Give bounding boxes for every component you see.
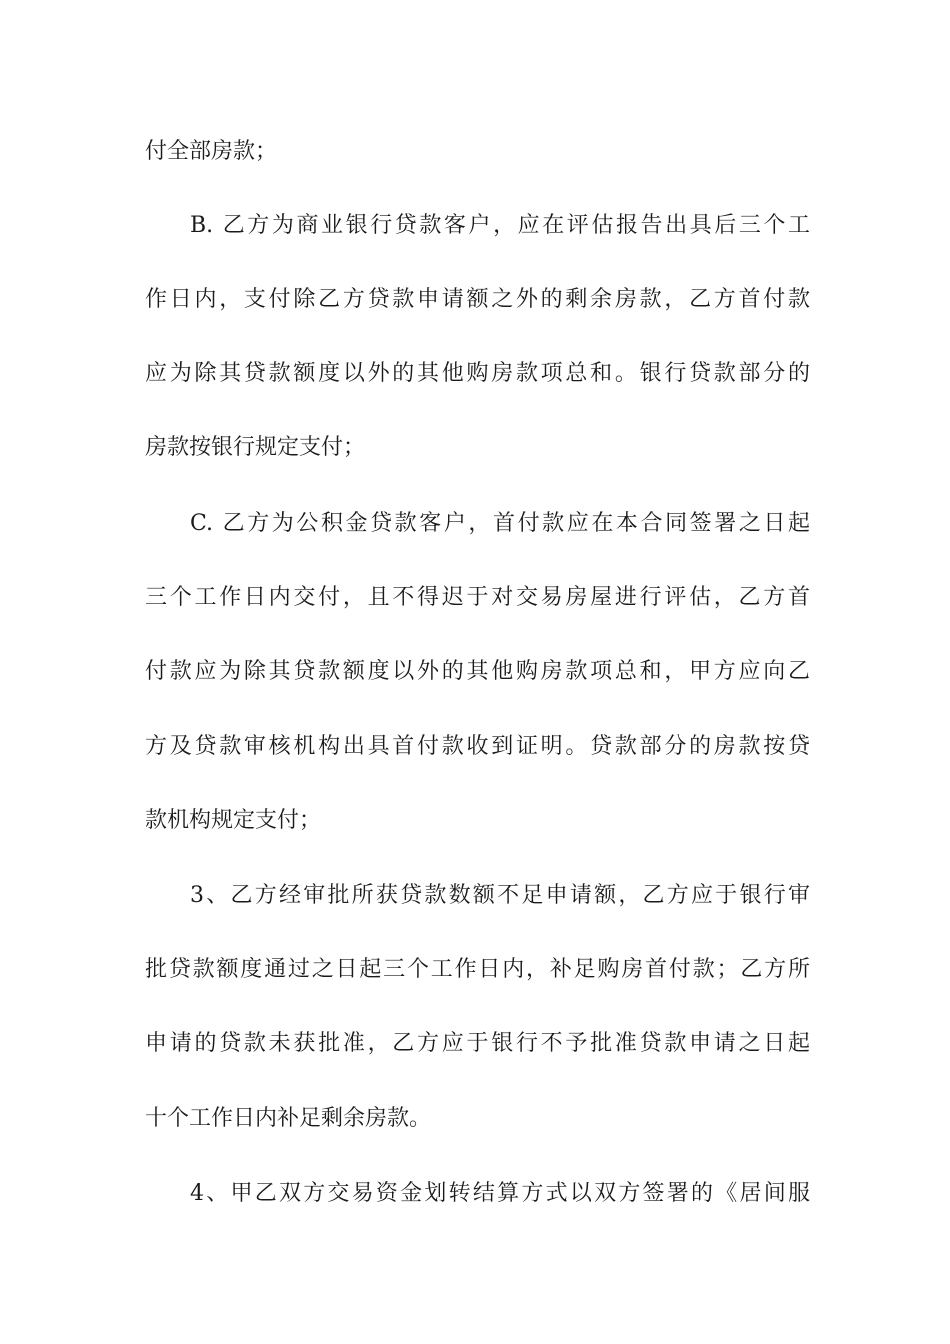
paragraph-c-line: C. 乙方为公积金贷款客户，首付款应在本合同签署之日起 <box>190 511 810 536</box>
text-line: 房款按银行规定支付； <box>145 435 366 460</box>
text-line: 作日内，支付除乙方贷款申请额之外的剩余房款，乙方首付款 <box>145 287 810 312</box>
text-line: 付全部房款； <box>145 139 278 164</box>
text-line: 批贷款额度通过之日起三个工作日内，补足购房首付款；乙方所 <box>145 957 810 982</box>
text-line: 方及贷款审核机构出具首付款收到证明。贷款部分的房款按贷 <box>145 734 810 759</box>
text-line: 申请的贷款未获批准，乙方应于银行不予批准贷款申请之日起 <box>145 1031 810 1056</box>
text-line: 十个工作日内补足剩余房款。 <box>145 1106 432 1131</box>
clause-3-line: 3、乙方经审批所获贷款数额不足申请额，乙方应于银行审 <box>190 883 810 908</box>
text-line: 应为除其贷款额度以外的其他购房款项总和。银行贷款部分的 <box>145 361 810 386</box>
clause-4-line: 4、甲乙双方交易资金划转结算方式以双方签署的《居间服 <box>190 1181 810 1206</box>
text-line: 款机构规定支付； <box>145 808 322 833</box>
text-line: 三个工作日内交付，且不得迟于对交易房屋进行评估，乙方首 <box>145 585 810 610</box>
text-line: 付款应为除其贷款额度以外的其他购房款项总和，甲方应向乙 <box>145 659 810 684</box>
paragraph-b-line: B. 乙方为商业银行贷款客户，应在评估报告出具后三个工 <box>190 213 810 238</box>
